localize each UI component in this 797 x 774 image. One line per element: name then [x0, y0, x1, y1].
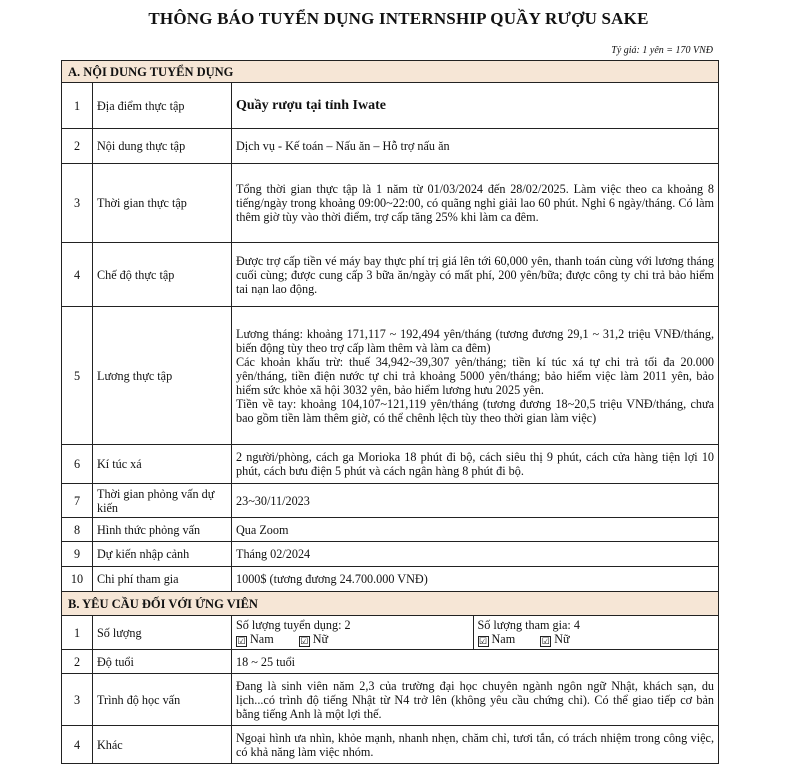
row-number: 1 — [62, 616, 93, 650]
row-number: 3 — [62, 164, 93, 243]
table-row — [62, 567, 719, 592]
row-number: 2 — [62, 650, 93, 674]
row-label: Thời gian thực tập — [93, 164, 232, 243]
row-value: 1000$ (tương đương 24.700.000 VNĐ) — [232, 567, 719, 592]
salary-cell — [232, 307, 719, 445]
exchange-rate-note: Tỷ giá: 1 yên = 170 VNĐ — [611, 45, 713, 56]
table-row — [62, 83, 719, 129]
row-number: 4 — [62, 243, 93, 307]
table-row — [62, 243, 719, 307]
recruit-quantity-label: Số lượng tuyển dụng: 2 — [236, 618, 351, 632]
table-row — [62, 445, 719, 484]
row-label: Lương thực tập — [93, 307, 232, 445]
row-value: 2 người/phòng, cách ga Morioka 18 phút đi bộ, cách siêu thị 9 phút, cách cửa hàng tiện lợi 10 phút, cách bưu điện 5 phút và cách ngân hàng 8 phút đi bộ. — [232, 445, 719, 484]
table-row — [62, 726, 719, 764]
section-b-heading: B. YÊU CẦU ĐỐI VỚI ỨNG VIÊN — [62, 592, 719, 616]
participate-quantity — [473, 616, 715, 649]
row-value: Ngoại hình ưa nhìn, khỏe mạnh, nhanh nhẹn, chăm chỉ, tươi tắn, có trách nhiệm trong công việc, có khả năng làm việc nhóm. — [232, 726, 719, 764]
table-row — [62, 164, 719, 243]
checkbox-checked-icon: ☑ — [478, 636, 488, 646]
row-number: 6 — [62, 445, 93, 484]
salary-net: Tiền về tay: khoảng 104,107~121,119 yên/tháng (tương đương 18~20,5 triệu VNĐ/tháng, chưa bao gồm tiền làm thêm giờ, có thể chênh lệch tùy theo thời gian làm việc) — [236, 396, 715, 425]
row-label: Kí túc xá — [93, 445, 232, 484]
section-a-header — [62, 61, 719, 83]
row-number: 2 — [62, 129, 93, 164]
row-number: 5 — [62, 307, 93, 445]
row-number: 7 — [62, 484, 93, 518]
row-label: Số lượng — [93, 616, 232, 650]
row-label: Khác — [93, 726, 232, 764]
gender-male-label: Nam — [491, 632, 516, 646]
table-row — [62, 484, 719, 518]
recruitment-table — [61, 60, 719, 764]
row-label: Hình thức phỏng vấn — [93, 518, 232, 542]
participate-quantity-label: Số lượng tham gia: 4 — [477, 618, 580, 632]
row-number: 9 — [62, 542, 93, 567]
row-value: Qua Zoom — [232, 518, 719, 542]
checkbox-checked-icon: ☑ — [300, 636, 309, 646]
gender-male-label: Nam — [250, 632, 274, 646]
row-value: Tổng thời gian thực tập là 1 năm từ 01/03/2024 đến 28/02/2025. Làm việc theo ca khoảng 8 tiếng/ngày trong khoảng 09:00~22:00, có quãng nghỉ giải lao 60 phút. Nghỉ 6 ngày/tháng. Có làm thêm giờ tùy vào thời điểm, trợ cấp tăng 25% khi làm ca đêm. — [232, 164, 719, 243]
salary-monthly: Lương tháng: khoảng 171,117 ~ 192,494 yên/tháng (tương đương 29,1 ~ 31,2 triệu VNĐ/tháng, biến động tùy theo trợ cấp làm thêm và làm ca đêm) — [236, 326, 715, 355]
row-value: Đang là sinh viên năm 2,3 của trường đại học chuyên ngành ngôn ngữ Nhật, khách sạn, du lịch...có trình độ tiếng Nhật từ N4 trở lên (không yêu cầu chứng chỉ). Có thể giao tiếp cơ bản bằng tiếng Anh là một lợi thế. — [232, 674, 719, 726]
row-value: Tháng 02/2024 — [232, 542, 719, 567]
row-value: 18 ~ 25 tuổi — [232, 650, 719, 674]
row-value: 23~30/11/2023 — [232, 484, 719, 518]
row-number: 8 — [62, 518, 93, 542]
row-value: Dịch vụ - Kế toán – Nấu ăn – Hỗ trợ nấu ăn — [232, 129, 719, 164]
table-row — [62, 616, 719, 650]
table-row — [62, 518, 719, 542]
table-row — [62, 674, 719, 726]
checkbox-checked-icon: ☑ — [237, 636, 246, 646]
table-row — [62, 307, 719, 445]
row-label: Dự kiến nhập cảnh — [93, 542, 232, 567]
section-b-header — [62, 592, 719, 616]
row-label: Thời gian phỏng vấn dự kiến — [93, 484, 232, 518]
gender-female-label: Nữ — [312, 632, 329, 646]
table-row — [62, 129, 719, 164]
checkbox-checked-icon: ☑ — [541, 636, 550, 646]
row-number: 10 — [62, 567, 93, 592]
document-title: THÔNG BÁO TUYỂN DỤNG INTERNSHIP QUẦY RƯỢU SAKE — [148, 9, 649, 28]
row-label: Nội dung thực tập — [93, 129, 232, 164]
table-row — [62, 650, 719, 674]
row-label: Trình độ học vấn — [93, 674, 232, 726]
row-label: Chi phí tham gia — [93, 567, 232, 592]
internship-location-value: Quầy rượu tại tỉnh Iwate — [232, 83, 719, 129]
row-label: Độ tuổi — [93, 650, 232, 674]
row-label: Địa điểm thực tập — [93, 83, 232, 129]
quantity-cell — [232, 616, 719, 650]
salary-deductions: Các khoản khấu trừ: thuế 34,942~39,307 yên/tháng; tiền kí túc xá tự chi trả tối đa 20.000 yên/tháng, tiền điện nước tự chi trả khoảng 5000 yên/tháng; bảo hiểm việc làm 2011 yên, bảo hiểm sức khỏe xã hội 3032 yên, bảo hiểm lương hưu 2025 yên. — [236, 354, 715, 397]
recruit-quantity — [236, 618, 473, 647]
row-number: 3 — [62, 674, 93, 726]
row-value: Được trợ cấp tiền vé máy bay thực phí trị giá lên tới 60,000 yên, thanh toán cùng với lương tháng cuối cùng; được cung cấp 3 bữa ăn/ngày có mất phí, 200 yên/bữa; được công ty chi trả bảo hiểm tai nạn lao động. — [232, 243, 719, 307]
table-row — [62, 542, 719, 567]
gender-female-label: Nữ — [554, 632, 570, 646]
section-a-heading: A. NỘI DUNG TUYỂN DỤNG — [62, 61, 719, 83]
row-number: 4 — [62, 726, 93, 764]
row-label: Chế độ thực tập — [93, 243, 232, 307]
row-number: 1 — [62, 83, 93, 129]
